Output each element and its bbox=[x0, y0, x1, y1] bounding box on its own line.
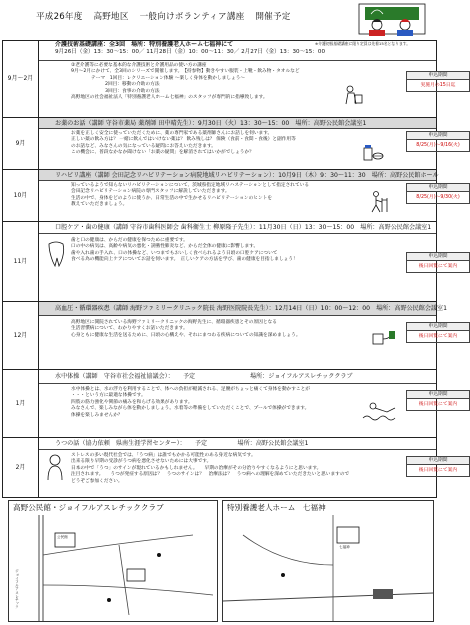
section-title: 口腔ケア・歯の健康（講師 守谷市歯科医師会 歯科衛生士 柳原隆子先生）：11月30日（日）13：30～15：00 場所：高野公民館会議室1 bbox=[39, 222, 436, 234]
month-label: 1月 bbox=[3, 370, 39, 437]
map-building-label: 公民館 bbox=[57, 535, 68, 539]
apply-box: 申込期間 後日回覧にて案内 bbox=[406, 456, 470, 477]
month-label: 2月 bbox=[3, 438, 39, 497]
apply-box: 申込期間 実施月の15日迄 bbox=[406, 71, 470, 92]
section-title: 水中体操（講師 守谷市社会福祉協議会）： 予定 場所：ジョイフルアスレチッククラブ bbox=[39, 370, 436, 384]
section-description: お薬を正しく安全に使っていただくために、薬の専門家である薬剤師さんにお話しを伺います。 正しい薬の飲み方は？ 一緒に飲んではいけない薬は？ 飲み残しは？ 保険（食前・食間・食後）と副作用等 のお話など、みなさんの気になっている疑問にお答えいただきます。 この機会に、普段なかなか聞けない「お薬の疑問」を解消されてはいかがでしょうか？ bbox=[71, 131, 296, 156]
caregiver-icon bbox=[342, 83, 364, 105]
section-title: リハビリ講座（講師 会田記念リハビリテーション病院地域リハビリテーション）：10月9日（木）9：30～11：30 場所：高野公民館ホール bbox=[39, 170, 436, 181]
section-description: 水中体操とは、水の浮力を利用することで、体への負担が軽減される、足腰がちょっと痛くて身体を動かすことが ・・・という方に最適な体操です。 四肢の筋力強化や関節の痛みを和らげる効果があります。 みなさんで、楽しみながら体を動かしましょう。水着等の準備をしていただくことで、プールで体操ができます。 体操を楽しみませんか？ bbox=[71, 387, 310, 418]
section-title: うつの話（協力依頼 県南生涯学習センター）： 予定 場所：高野公民館会議室1 bbox=[39, 438, 436, 450]
section-title: お薬のお話（講師 守谷市薬局 薬剤師 田中晴先生）：9月30日（火）13：30～15：00 場所：高野公民館会議室1 bbox=[39, 118, 436, 129]
section-dates: 9月26日（金）13：30～15：00／ 11月28日（金）10：00～11：30／ 2月27日（金）13：30～15：00 bbox=[55, 48, 325, 55]
map-road-label: ジョイフルアスレチック bbox=[15, 569, 20, 609]
page-title bbox=[36, 12, 299, 23]
section-note: ※介護初級基礎講座に限り定員は先着15名となります。 bbox=[315, 41, 411, 46]
status-label: 開催予定 bbox=[255, 12, 291, 22]
map-kominkan bbox=[8, 500, 218, 622]
section-title: 高血圧・循環器疾患（講師 海野ファミリークリニック院長 海野医院院長先生）：12月14日（日）10：00～12：00 場所：高野公民館会議室1 bbox=[39, 302, 436, 316]
section-hypertension bbox=[3, 301, 458, 369]
map-kominkan-drawing bbox=[9, 515, 217, 621]
section-description: 歯と口の健康は、からだの健康を保つために重要です。 口の中の病気は、高齢や病気の悪化・誤嚥性肺炎など、からだ全体の健康に影響します。 歯や入れ歯の手入れ、口の体操など、いつまでもおいしく食べられるよう日頃の口腔ケアについて 食べる為の機能向上ケアについてお話を伺います。 正しいケアの方法を学び、歯の健康を目指しましょう！ bbox=[71, 238, 298, 263]
thinking-person-icon bbox=[43, 452, 67, 482]
apply-box: 申込期間 8/25(月)～9/30(火) bbox=[406, 183, 470, 204]
section-description: ストレスの多い現代社会では、「うつ病」は誰でもかかる可能性のある身近な病気です。 出来る限り早期の受診がうつ病を悪化させないためには大事です。 日本の中で「うつ」のサインが現れているかもしれません。 早期の治療がその分治りやすくなるようにと思います。 注目されます。 うつが発症する原因は？ うつのサインは？ 治療法は？ うつ病への理解を深めていただきたいと思いますので どうぞご参加ください。 bbox=[71, 453, 350, 484]
month-label: 9月 bbox=[3, 118, 39, 169]
section-rehabilitation bbox=[3, 169, 460, 221]
month-label: 9月～2月 bbox=[3, 41, 39, 117]
month-label: 12月 bbox=[3, 302, 39, 369]
apply-box: 申込期間 後日回覧にて案内 bbox=[406, 252, 470, 273]
map-shichifukujin bbox=[222, 500, 434, 622]
medicine-icon bbox=[362, 142, 386, 162]
section-aqua-exercise bbox=[3, 369, 458, 437]
blood-pressure-icon bbox=[371, 328, 397, 348]
month-label: 10月 bbox=[3, 170, 39, 221]
apply-box: 申込期間 後日回覧にて案内 bbox=[406, 322, 470, 343]
section-oral-care bbox=[3, 221, 458, 301]
apply-box: 申込期間 後日回覧にて案内 bbox=[406, 390, 470, 411]
course-label: 一般向けボランティア講座 bbox=[139, 12, 245, 22]
section-description: ②老介護等に必要な基本的な介護技術と介護用品の使い方の講座 9月～2月にかけて、全3回のシリーズで開催します。 【持参物】動きやすい服装・上靴・飲み物・タオルなど テーマ 1回目：レクリエーション体験 ～楽しく身体を動かしましょう～ 2回目：移動の介助の方法 3回目：食事の介助の方法 高野地区の社会福祉法人「特別養護老人ホーム七福神」のスタッフが専門的に指導致します。 bbox=[71, 63, 300, 101]
section-depression bbox=[3, 437, 458, 497]
map-title: 特別養護老人ホーム 七福神 bbox=[227, 503, 326, 512]
tooth-icon bbox=[45, 240, 67, 268]
section-description: 知っているようで知らないリハビリテーションについて、茨城県指定地域リハステーションとして指定されている 会田記念リハビリテーション病院の専門スタッフに解説していただきます。 生活の中で、身体をどのように使うか、日常生活の中で生かせるリハビリテーションのヒントを 教えていただきましょう。 bbox=[71, 183, 310, 208]
maps-area bbox=[8, 500, 434, 622]
header-illustration bbox=[357, 2, 427, 38]
section-description: 高野地区に開院されている海野ファミリークリニックの海野先生に、循環器疾患とその原因となる 生活習慣病について、わかりやすくお話いただきます。 心身ともに健康な生活を送るために、日頃の心構えや、それにまつわる疾病についての知識を深めましょう。 bbox=[71, 320, 301, 338]
map-shichifukujin-drawing bbox=[223, 515, 433, 621]
schedule-table bbox=[2, 40, 460, 498]
section-caregiving bbox=[3, 41, 456, 117]
section-title: 介護技術基礎講座：全3回 場所：特別養護老人ホーム七福神にて bbox=[55, 41, 234, 48]
map-title: 高野公民館・ジョイフルアスレチッククラブ bbox=[13, 503, 164, 512]
rehab-walker-icon bbox=[367, 190, 389, 214]
map-building-label: 七福神 bbox=[339, 545, 350, 549]
month-label: 11月 bbox=[3, 222, 39, 301]
year-label: 平成26年度 bbox=[36, 12, 83, 22]
section-medicine bbox=[3, 117, 460, 169]
apply-box: 申込期間 8/25(月)～9/16(火) bbox=[406, 131, 470, 152]
area-label: 高野地区 bbox=[93, 12, 129, 22]
swimmer-icon bbox=[361, 398, 401, 424]
